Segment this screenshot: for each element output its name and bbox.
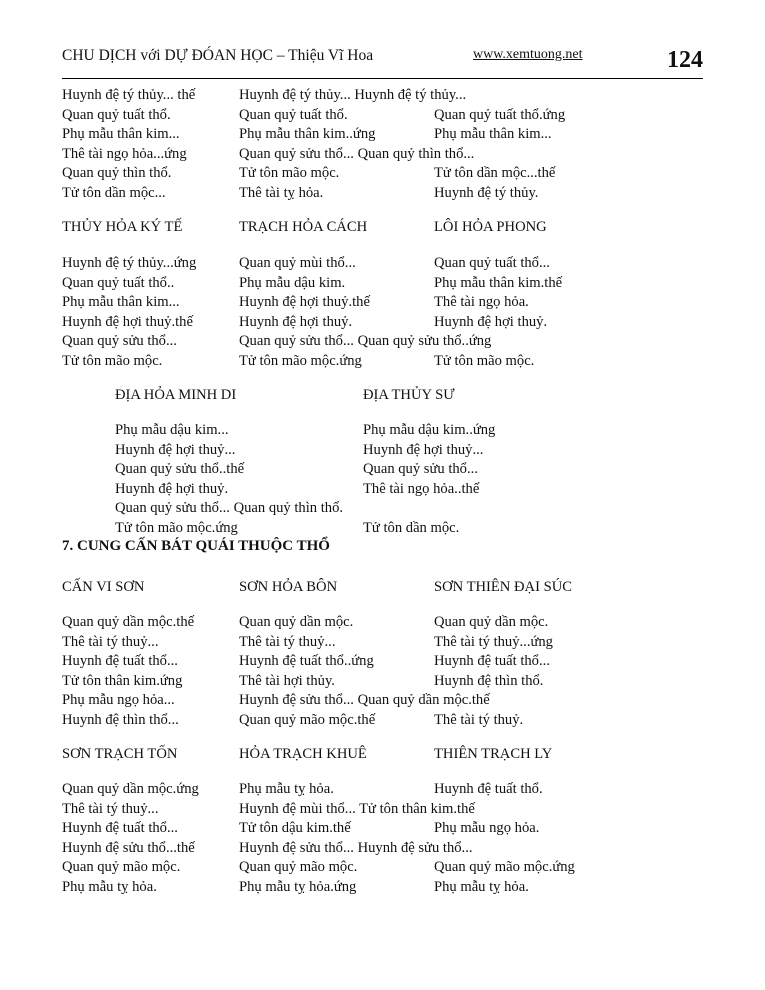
hexagram-line: Quan quỷ mão mộc.thế	[239, 712, 376, 728]
hexagram-line: Phụ mẫu thân kim.thế	[434, 274, 563, 291]
hexagram-line: Huynh đệ hợi thuỷ...	[363, 441, 484, 458]
hexagram-title: THỦY HỎA KÝ TẾ	[62, 219, 183, 235]
hexagram-line: Quan quỷ tuất thổ...	[434, 255, 550, 271]
hexagram-line: Phụ mẫu ngọ hỏa...	[62, 692, 175, 709]
website-link[interactable]: www.xemtuong.net	[473, 47, 583, 62]
hexagram-title: ĐỊA HỎA MINH DI	[115, 387, 237, 403]
hexagram-line: Quan quỷ sửu thổ...	[363, 461, 478, 478]
hexagram-line: Tử tôn dần mộc...	[62, 185, 166, 201]
hexagram-line: Huynh đệ hợi thuỷ...	[115, 441, 236, 458]
hexagram-line: Tử tôn dậu kim.thế	[239, 820, 351, 837]
hexagram-line: Huynh đệ tý thủy... thế	[62, 87, 196, 103]
hexagram-line: Thê tài tý thuỷ.	[434, 712, 524, 728]
hexagram-title: CẤN VI SƠN	[62, 579, 145, 595]
hexagram-line: Quan quỷ dần mộc.thế	[62, 614, 195, 630]
hexagram-line: Quan quỷ sửu thổ...	[62, 333, 177, 350]
hexagram-title: SƠN HỎA BÔN	[239, 579, 338, 595]
hexagram-line: Quan quỷ mão mộc.	[62, 859, 181, 876]
hexagram-line: Huynh đệ tuất thổ.	[434, 781, 543, 797]
hexagram-title: TRẠCH HỎA CÁCH	[239, 219, 368, 235]
hexagram-line: Thê tài ngọ hỏa...ứng	[62, 145, 187, 162]
hexagram-line: Tử tôn mão mộc.	[62, 353, 163, 369]
hexagram-line: Phụ mẫu tỵ hỏa.	[239, 781, 334, 797]
hexagram-title: LÔI HỎA PHONG	[434, 219, 547, 235]
hexagram-line: Tử tôn mão mộc.	[239, 165, 340, 182]
section-heading: 7. CUNG CẤN BÁT QUÁI THUỘC THỔ	[62, 538, 330, 554]
hexagram-line: Tử tôn mão mộc.ứng	[115, 520, 238, 536]
hexagram-line: Huynh đệ sửu thổ... Quan quỷ dần mộc.thế	[239, 692, 490, 709]
hexagram-line: Huynh đệ hợi thuỷ.	[239, 313, 353, 330]
hexagram-line: Phụ mẫu thân kim...	[434, 126, 552, 143]
page-header	[62, 44, 703, 78]
hexagram-line: Huynh đệ tý thủy.	[434, 185, 539, 201]
hexagram-line: Quan quỷ mão mộc.	[239, 859, 358, 876]
hexagram-line: Huynh đệ tý thủy... Huynh đệ tý thủy...	[239, 87, 467, 103]
hexagram-line: Thê tài ngọ hỏa.	[434, 294, 529, 311]
hexagram-line: Thê tài ngọ hỏa..thế	[363, 480, 480, 497]
hexagram-line: Thê tài tý thuỷ...	[239, 633, 336, 650]
hexagram-line: Quan quỷ dần mộc.	[434, 614, 549, 630]
hexagram-line: Thê tài tý thuỷ...ứng	[434, 633, 553, 650]
hexagram-line: Huynh đệ tý thủy...ứng	[62, 255, 197, 271]
hexagram-line: Phụ mẫu dậu kim.	[239, 274, 346, 291]
header-divider	[62, 78, 703, 79]
hexagram-line: Phụ mẫu tỵ hỏa.ứng	[239, 879, 357, 895]
hexagram-line: Huynh đệ sửu thổ... Huynh đệ sửu thổ...	[239, 839, 473, 856]
hexagram-line: Huynh đệ tuất thổ..ứng	[239, 653, 374, 670]
hexagram-line: Quan quỷ sửu thổ... Quan quỷ thìn thổ.	[115, 500, 344, 517]
hexagram-line: Phụ mẫu dậu kim..ứng	[363, 422, 496, 438]
hexagram-line: Huynh đệ mùi thổ... Tử tôn thân kim.thế	[239, 800, 475, 817]
hexagram-line: Tử tôn mão mộc.	[434, 353, 535, 369]
hexagram-line: Tử tôn thân kim.ứng	[62, 672, 183, 689]
hexagram-line: Thê tài tý thuỷ...	[62, 800, 159, 817]
hexagram-line: Huynh đệ tuất thổ...	[62, 820, 178, 837]
hexagram-line: Huynh đệ hợi thuỷ.thế	[239, 294, 370, 311]
hexagram-title: HỎA TRẠCH KHUÊ	[239, 746, 367, 762]
hexagram-line: Phụ mẫu ngọ hỏa.	[434, 820, 540, 837]
hexagram-title: ĐỊA THỦY SƯ	[363, 387, 455, 403]
book-title: CHU DỊCH với DỰ ĐÓAN HỌC – Thiệu Vĩ Hoa	[62, 47, 374, 64]
hexagram-line: Quan quỷ dần mộc.	[239, 614, 354, 630]
hexagram-line: Quan quỷ tuất thổ.	[62, 106, 171, 123]
hexagram-title: THIÊN TRẠCH LY	[434, 746, 553, 762]
page-number: 124	[667, 47, 703, 73]
hexagram-line: Phụ mẫu thân kim..ứng	[239, 126, 376, 143]
hexagram-line: Tử tôn dần mộc.	[363, 520, 460, 536]
hexagram-line: Huynh đệ thìn thổ...	[62, 712, 179, 728]
hexagram-line: Quan quỷ sửu thổ... Quan quỷ sửu thổ..ứng	[239, 333, 492, 350]
hexagram-line: Phụ mẫu tỵ hỏa.	[434, 879, 529, 895]
hexagram-line: Phụ mẫu tỵ hỏa.	[62, 879, 157, 895]
hexagram-line: Huynh đệ hợi thuỷ.thế	[62, 313, 193, 330]
hexagram-line: Huynh đệ thìn thổ.	[434, 672, 544, 689]
hexagram-line: Huynh đệ hợi thuỷ.	[115, 480, 229, 497]
hexagram-line: Phụ mẫu thân kim...	[62, 294, 180, 311]
hexagram-line: Tử tôn dần mộc...thế	[434, 165, 556, 182]
hexagram-line: Thê tài hợi thủy.	[239, 672, 335, 689]
hexagram-line: Quan quỷ tuất thổ.ứng	[434, 106, 566, 123]
hexagram-line: Quan quỷ sửu thổ... Quan quỷ thìn thổ...	[239, 145, 475, 162]
hexagram-line: Huynh đệ hợi thuỷ.	[434, 313, 548, 330]
hexagram-line: Quan quỷ mão mộc.ứng	[434, 859, 575, 876]
hexagram-line: Quan quỷ tuất thổ.	[239, 106, 348, 123]
hexagram-title: SƠN TRẠCH TỐN	[62, 746, 178, 762]
hexagram-line: Quan quỷ sửu thổ..thế	[115, 461, 245, 478]
hexagram-line: Tử tôn mão mộc.ứng	[239, 353, 362, 369]
hexagram-line: Quan quỷ tuất thổ..	[62, 274, 175, 291]
hexagram-line: Quan quỷ dần mộc.ứng	[62, 781, 199, 797]
hexagram-line: Thê tài tý thuỷ...	[62, 633, 159, 650]
hexagram-line: Quan quỷ mùi thổ...	[239, 255, 356, 271]
hexagram-line: Quan quỷ thìn thổ.	[62, 165, 172, 182]
hexagram-line: Huynh đệ tuất thổ...	[62, 653, 178, 670]
hexagram-line: Huynh đệ tuất thổ...	[434, 653, 550, 670]
hexagram-line: Phụ mẫu dậu kim...	[115, 422, 229, 438]
hexagram-line: Phụ mẫu thân kim...	[62, 126, 180, 143]
hexagram-line: Thê tài tỵ hỏa.	[239, 185, 324, 201]
hexagram-title: SƠN THIÊN ĐẠI SÚC	[434, 579, 572, 595]
hexagram-line: Huynh đệ sửu thổ...thế	[62, 839, 195, 856]
